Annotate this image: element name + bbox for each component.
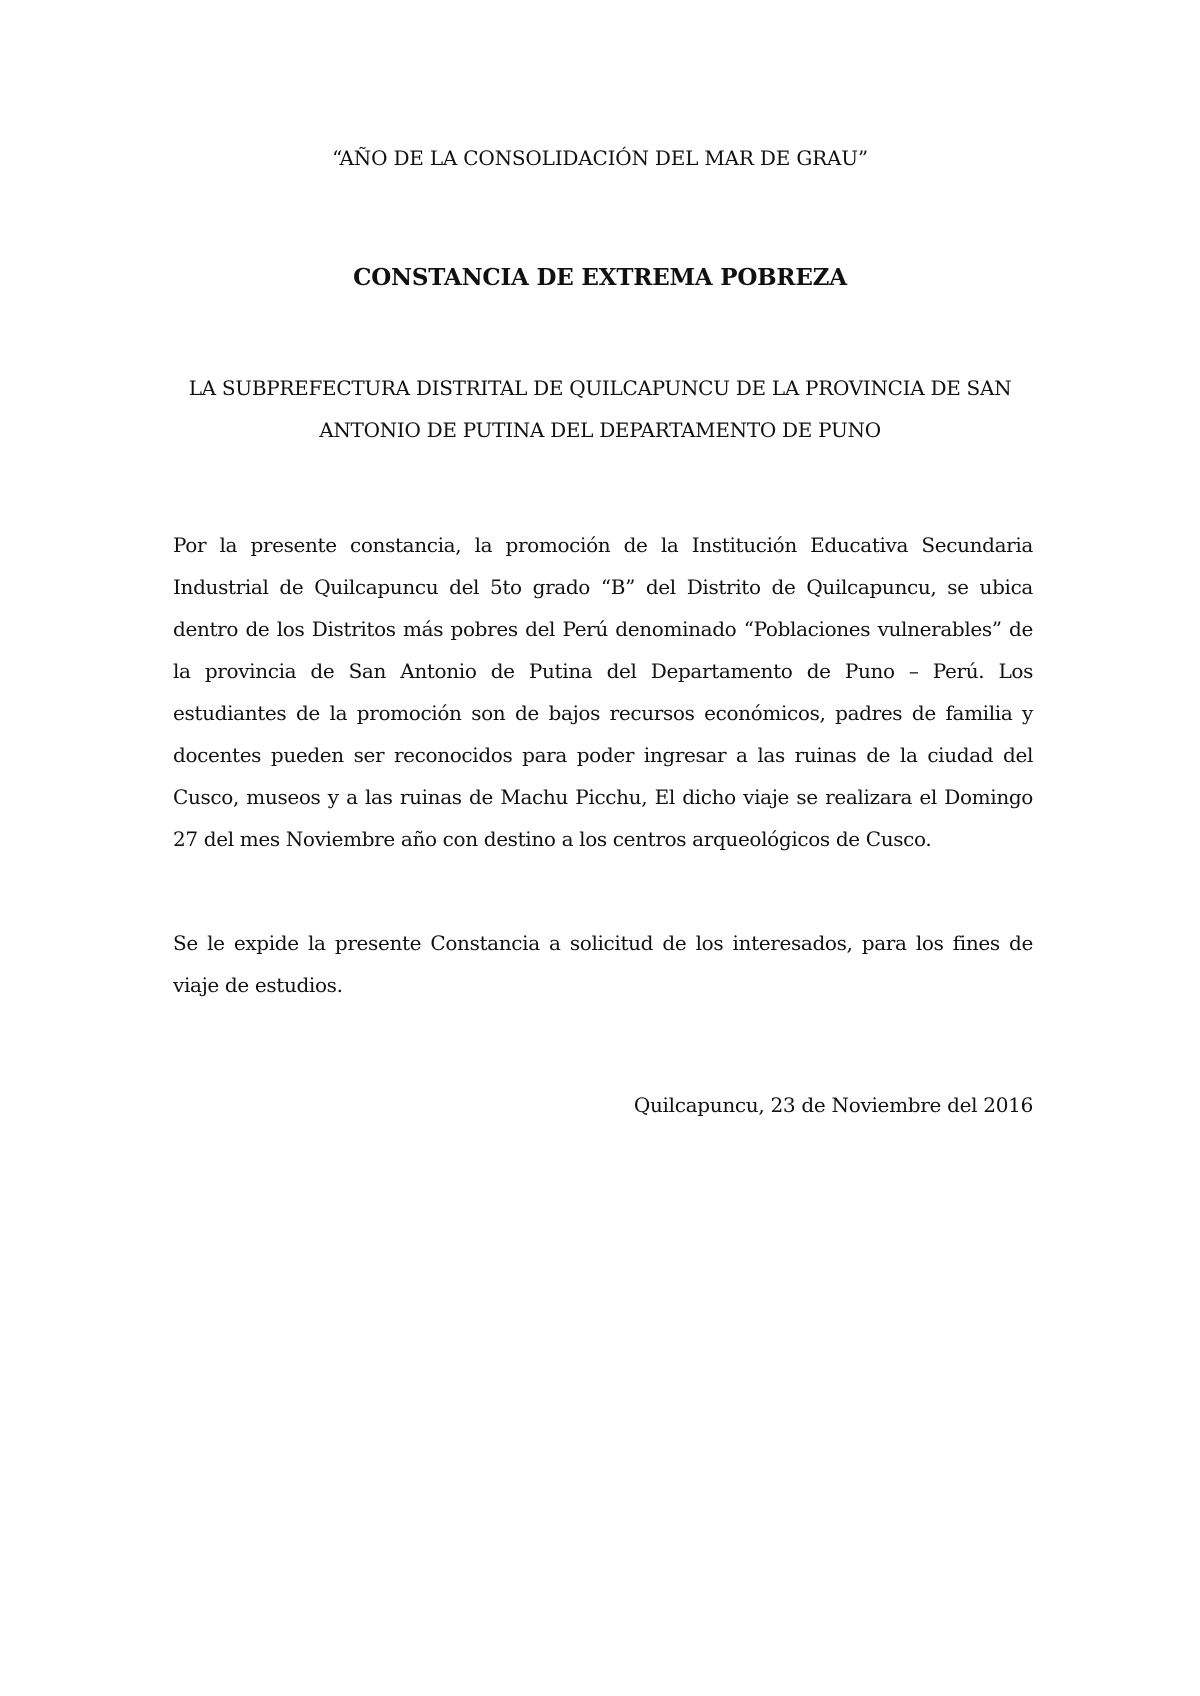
certificate-body-paragraph: Por la presente constancia, la promoción de la Institución Educativa Secundaria Industrial de Quilcapuncu del 5to grado “B” del Distrito de Quilcapuncu, se ubica dentro de los Distritos más pobres del Perú denominado “Poblaciones vulnerables” de la provincia de San Antonio de Putina del Departamento de Puno – Perú. Los estudiantes de la promoción son de bajos recursos económicos, padres de familia y docentes pueden ser reconocidos para poder ingresar a las ruinas de la ciudad del Cusco, museos y a las ruinas de Machu Picchu, El dicho viaje se realizara el Domingo 27 del mes Noviembre año con destino a los centros arqueológicos de Cusco. bbox=[173, 533, 1033, 851]
issuer-line-1: LA SUBPREFECTURA DISTRITAL DE QUILCAPUNCU DE LA PROVINCIA DE SAN bbox=[188, 376, 1012, 400]
place-and-date: Quilcapuncu, 23 de Noviembre del 2016 bbox=[633, 1093, 1033, 1117]
issuing-authority bbox=[150, 367, 1050, 451]
document-title: CONSTANCIA DE EXTREMA POBREZA bbox=[353, 264, 847, 291]
purpose-paragraph: Se le expide la presente Constancia a solicitud de los interesados, para los fines de viaje de estudios. bbox=[173, 931, 1033, 997]
year-motto: “AÑO DE LA CONSOLIDACIÓN DEL MAR DE GRAU” bbox=[332, 146, 868, 170]
issuer-line-2: ANTONIO DE PUTINA DEL DEPARTAMENTO DE PUNO bbox=[319, 418, 881, 442]
